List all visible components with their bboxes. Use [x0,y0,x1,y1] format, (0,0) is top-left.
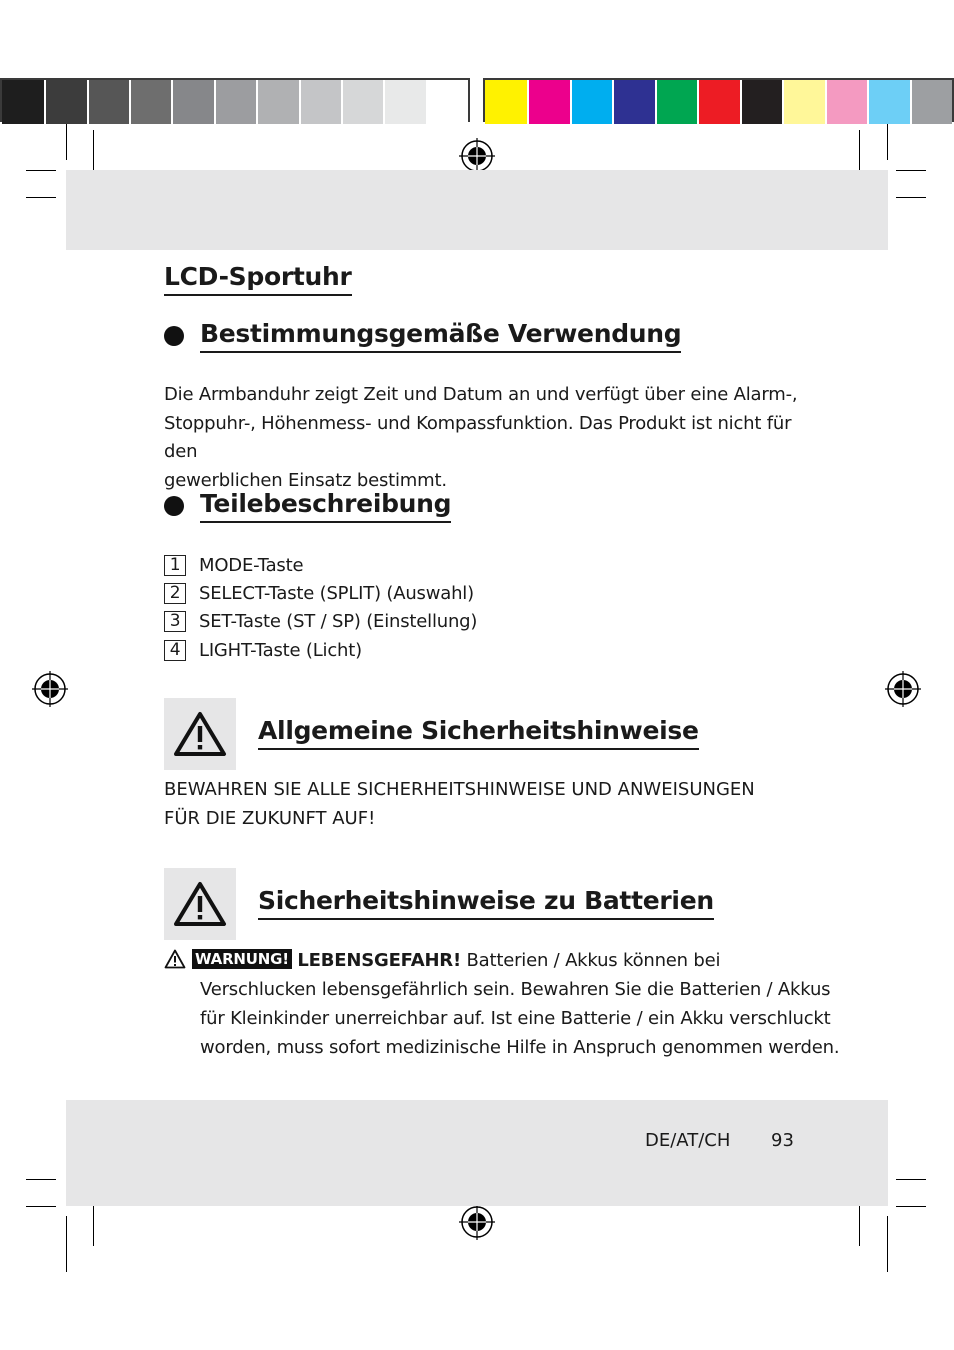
color-swatch [825,80,867,124]
color-swatch [383,80,425,124]
list-item [164,636,362,664]
crop-mark [26,1179,56,1180]
crop-mark [896,170,926,171]
crop-mark [896,197,926,198]
part-number: 4 [164,640,186,661]
safety-notice [164,776,804,833]
crop-mark [26,197,56,198]
color-swatch [697,80,739,124]
color-swatch [341,80,383,124]
list-item [164,551,303,579]
part-number: 3 [164,611,186,632]
header-band [66,170,888,250]
page-title: LCD-Sportuhr [164,262,352,296]
grayscale-calibration-bar [0,78,470,122]
crop-mark [26,1206,56,1207]
crop-mark [66,124,67,160]
small-warning-icon [164,949,186,969]
danger-label: LEBENSGEFAHR! [297,950,461,971]
color-swatch [527,80,569,124]
warning-triangle-icon [173,711,227,757]
crop-mark [887,1216,888,1272]
color-swatch [299,80,341,124]
battery-warning-text [164,946,840,1062]
usage-line: Stoppuhr-, Höhenmess- und Kompassfunktion. Das Produkt ist nicht für den [164,412,792,462]
usage-line: gewerblichen Einsatz bestimmt. [164,469,447,491]
crop-mark [26,170,56,171]
color-calibration-bar [483,78,954,122]
part-number: 1 [164,555,186,576]
registration-mark-icon [459,138,495,174]
general-safety-heading: Allgemeine Sicherheitshinweise [258,716,699,750]
color-swatch [485,80,527,124]
color-swatch [655,80,697,124]
color-swatch [44,80,86,124]
crop-mark [896,1179,926,1180]
safety-warning-box [164,698,236,770]
color-swatch [129,80,171,124]
warning-line: für Kleinkinder unerreichbar auf. Ist eine Batterie / ein Akku verschluckt [200,1008,831,1029]
safety-line: BEWAHREN SIE ALLE SICHERHEITSHINWEISE UND ANWEISUNGEN [164,779,755,800]
section-bullet-icon [164,496,184,516]
color-swatch [256,80,298,124]
safety-line: FÜR DIE ZUKUNFT AUF! [164,807,376,829]
list-item [164,579,474,607]
registration-mark-icon [885,671,921,707]
list-item [164,607,477,635]
warning-badge: WARNUNG! [192,949,292,969]
usage-paragraph [164,381,804,495]
color-swatch [171,80,213,124]
color-swatch [867,80,909,124]
color-swatch [214,80,256,124]
warning-line: Verschlucken lebensgefährlich sein. Bewahren Sie die Batterien / Akkus [200,979,831,1000]
color-swatch [570,80,612,124]
registration-mark-icon [459,1204,495,1240]
color-swatch [910,80,952,124]
color-swatch [426,80,468,124]
usage-heading: Bestimmungsgemäße Verwendung [200,319,681,353]
color-swatch [87,80,129,124]
crop-mark [887,124,888,160]
part-label: MODE-Taste [199,554,304,576]
part-number: 2 [164,583,186,604]
battery-safety-heading: Sicherheitshinweise zu Batterien [258,886,714,920]
parts-heading: Teilebeschreibung [200,489,451,523]
warning-triangle-icon [173,881,227,927]
usage-line: Die Armbanduhr zeigt Zeit und Datum an und verfügt über eine Alarm-, [164,384,798,405]
footer-region: DE/AT/CH [645,1130,731,1151]
crop-mark [66,1216,67,1272]
footer-band [66,1100,888,1206]
color-swatch [740,80,782,124]
part-label: SET-Taste (ST / SP) (Einstellung) [199,610,478,632]
warning-text: Batterien / Akkus können bei [460,950,721,971]
warning-first-line [164,946,804,975]
warning-line: worden, muss sofort medizinische Hilfe in Anspruch genommen werden. [200,1037,840,1058]
color-swatch [612,80,654,124]
registration-mark-icon [32,671,68,707]
color-swatch [782,80,824,124]
page-number: 93 [771,1130,794,1151]
color-swatch [2,80,44,124]
part-label: LIGHT-Taste (Licht) [199,639,362,661]
crop-mark [896,1206,926,1207]
part-label: SELECT-Taste (SPLIT) (Auswahl) [199,582,474,604]
section-bullet-icon [164,326,184,346]
battery-warning-box [164,868,236,940]
